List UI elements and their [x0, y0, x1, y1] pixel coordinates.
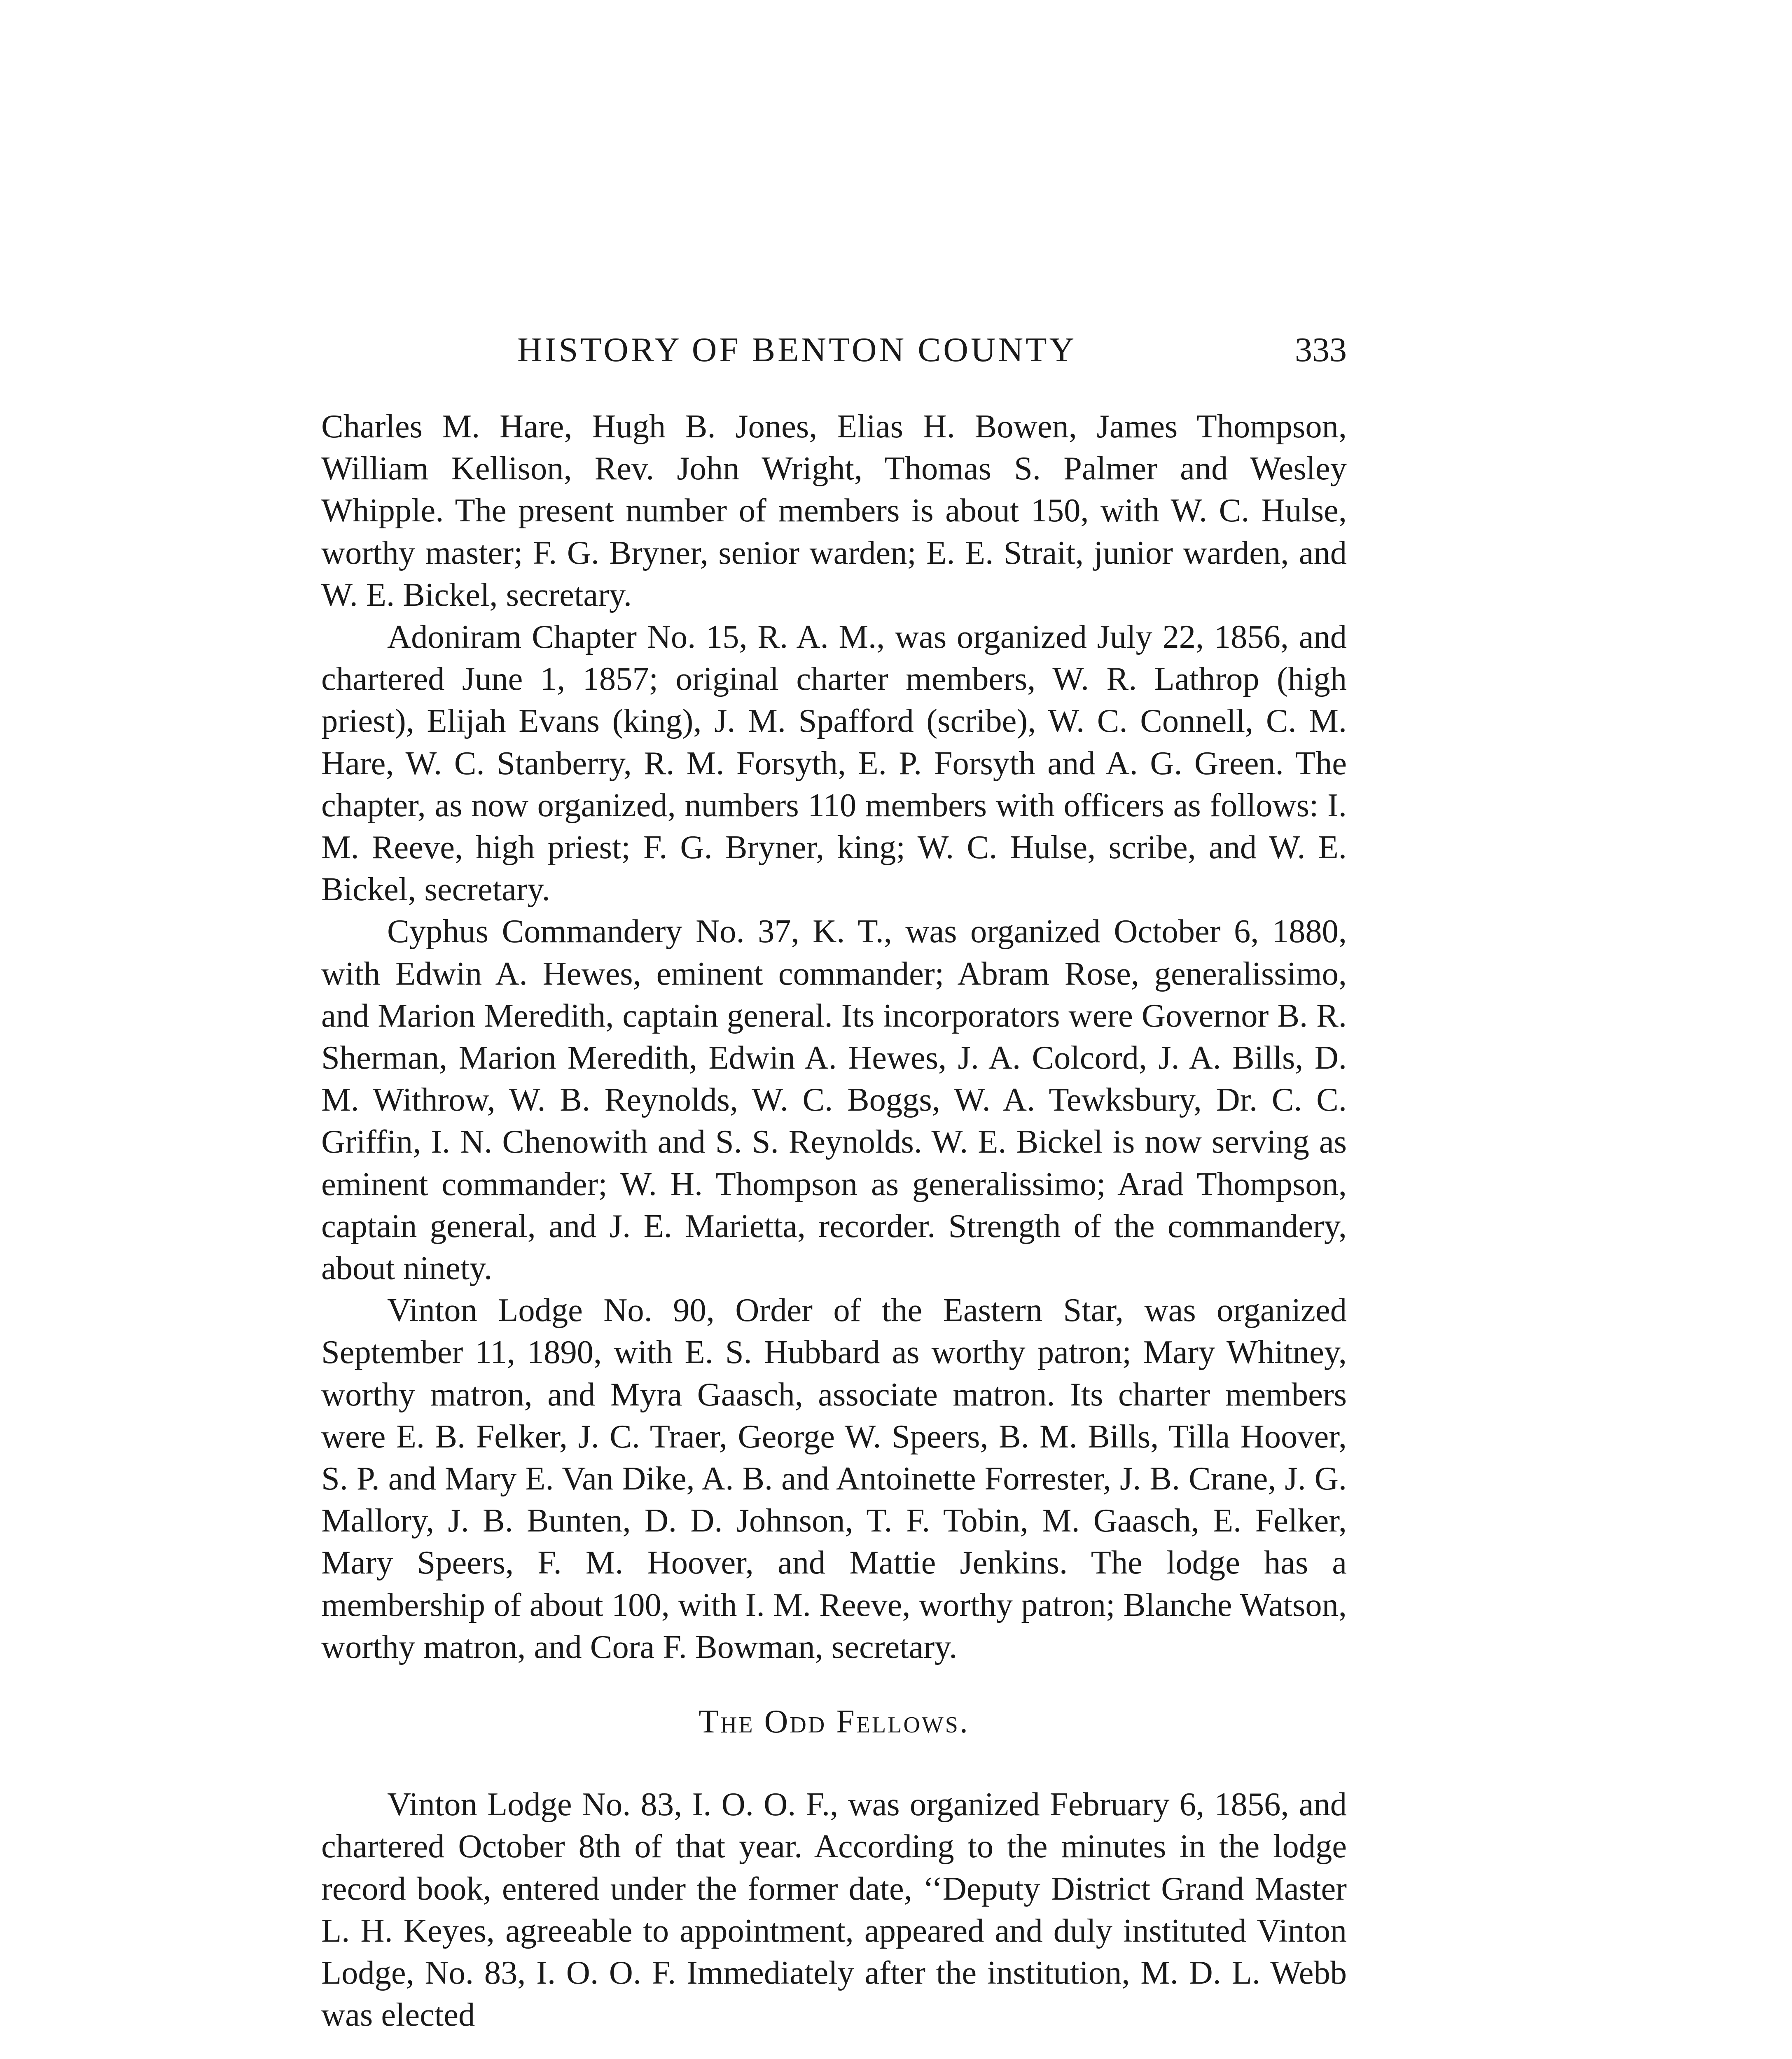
paragraph-eastern-star: Vinton Lodge No. 90, Order of the Eastern Star, was organized September 11, 1890, with E. S. Hubbard as worthy patron; Mary Whitney, worthy matron, and Myra Gaasch, associate matron. Its charter members were E. B. Felker, J. C. Traer, George W. Speers, B. M. Bills, Tilla Hoover, S. P. and Mary E. Van Dike, A. B. and Antoinette Forrester, J. B. Crane, J. G. Mallory, J. B. Bunten, D. D. Johnson, T. F. Tobin, M. Gaasch, E. Felker, Mary Speers, F. M. Hoover, and Mattie Jenkins. The lodge has a membership of about 100, with I. M. Reeve, worthy patron; Blanche Watson, worthy matron, and Cora F. Bowman, secretary. [321, 1292, 1347, 1665]
paragraph-adoniram-chapter: Adoniram Chapter No. 15, R. A. M., was organized July 22, 1856, and chartered June 1, 1857; original charter members, W. R. Lathrop (high priest), Elijah Evans (king), J. M. Spafford (scribe), W. C. Connell, C. M. Hare, W. C. Stanberry, R. M. Forsyth, E. P. Forsyth and A. G. Green. The chapter, as now organized, numbers 110 members with officers as follows: I. M. Reeve, high priest; F. G. Bryner, king; W. C. Hulse, scribe, and W. E. Bickel, secretary. [321, 619, 1347, 908]
body-text [321, 406, 1347, 2036]
running-title: HISTORY OF BENTON COUNTY [517, 331, 1077, 369]
paragraph-cyphus-commandery: Cyphus Commandery No. 37, K. T., was organized October 6, 1880, with Edwin A. Hewes, eminent commander; Abram Rose, generalissimo, and Marion Meredith, captain general. Its incorporators were Governor B. R. Sherman, Marion Meredith, Edwin A. Hewes, J. A. Colcord, J. A. Bills, D. M. Withrow, W. B. Reynolds, W. C. Boggs, W. A. Tewksbury, Dr. C. C. Griffin, I. N. Chenowith and S. S. Reynolds. W. E. Bickel is now serving as eminent commander; W. H. Thompson as generalissimo; Arad Thompson, captain general, and J. E. Marietta, recorder. Strength of the commandery, about ninety. [321, 913, 1347, 1287]
paragraph-continued: Charles M. Hare, Hugh B. Jones, Elias H. Bowen, James Thompson, William Kellison, Rev. John Wright, Thomas S. Palmer and Wesley Whipple. The present number of members is about 150, with W. C. Hulse, worthy master; F. G. Bryner, senior warden; E. E. Strait, junior warden, and W. E. Bickel, secretary. [321, 408, 1347, 613]
page-number: 333 [1295, 331, 1347, 369]
section-heading: The Odd Fellows. [699, 1704, 970, 1740]
running-header [321, 327, 1347, 381]
paragraph-odd-fellows-lodge: Vinton Lodge No. 83, I. O. O. F., was organized February 6, 1856, and chartered October 8th of that year. According to the minutes in the lodge record book, entered under the former date, ‘‘Deputy District Grand Master L. H. Keyes, agreeable to appointment, appeared and duly instituted Vinton Lodge, No. 83, I. O. O. F. Immediately after the institution, M. D. L. Webb was elected [321, 1786, 1347, 2033]
